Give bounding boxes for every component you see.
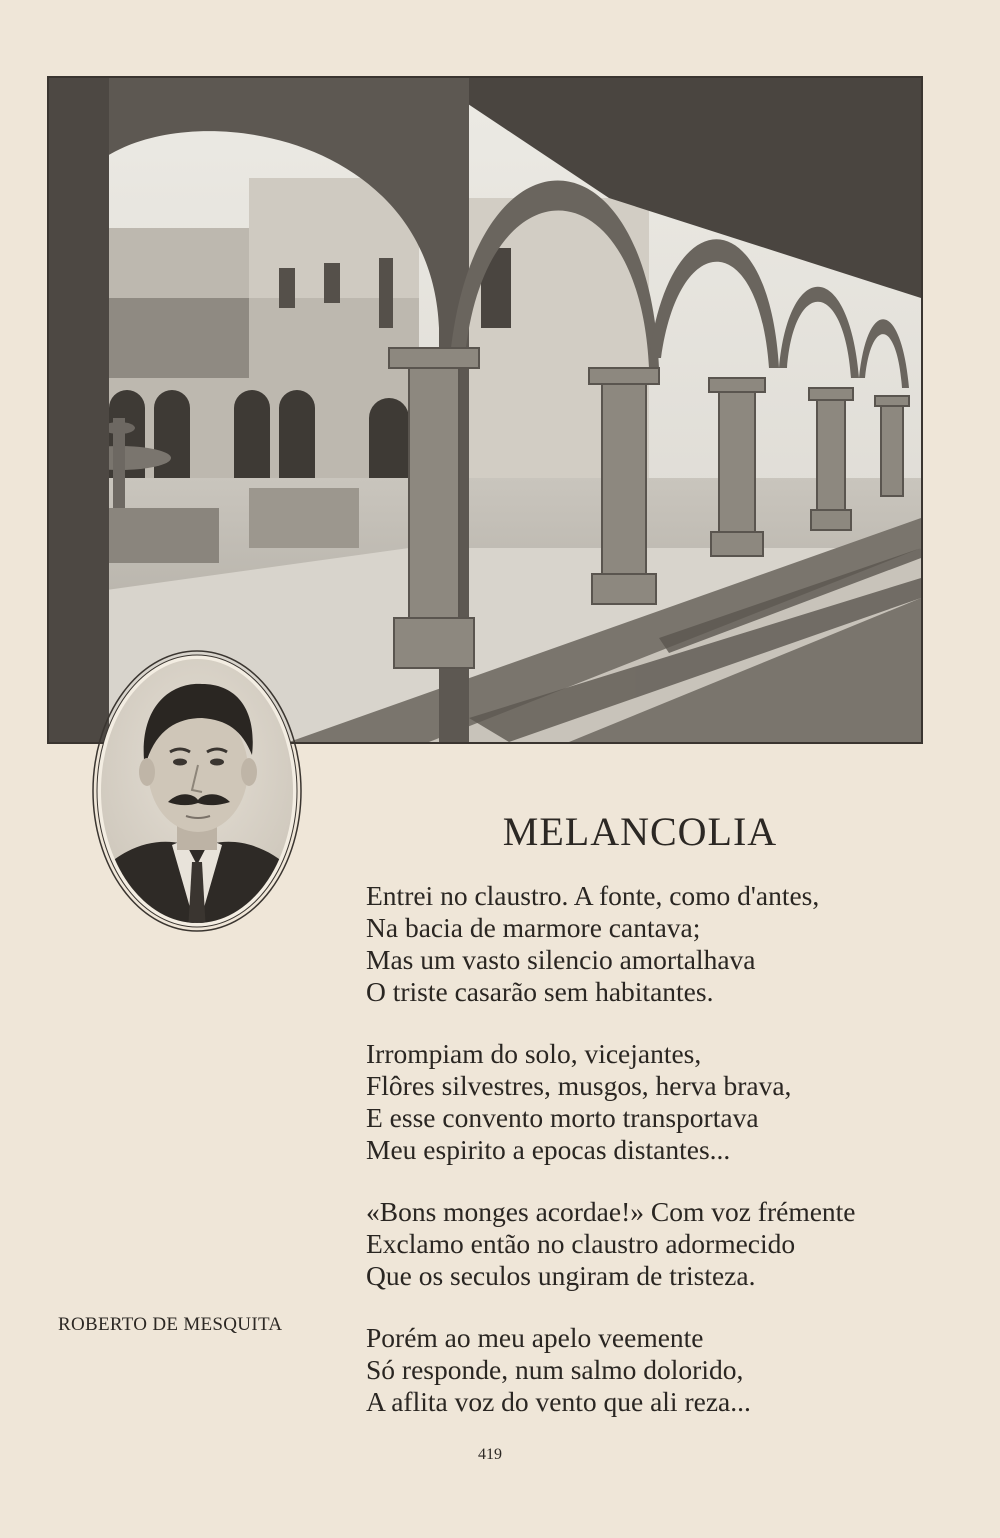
poem-title: MELANCOLIA bbox=[502, 809, 778, 854]
poem-line: Meu espirito a epocas distantes... bbox=[366, 1134, 731, 1165]
page-number: 419 bbox=[478, 1446, 502, 1463]
poem-line: Só responde, num salmo dolorido, bbox=[366, 1354, 744, 1385]
poem-line: A aflita voz do vento que ali reza... bbox=[366, 1386, 751, 1417]
poem-line: Exclamo então no claustro adormecido bbox=[366, 1228, 796, 1259]
poem-line: «Bons monges acordae!» Com voz frémente bbox=[366, 1196, 856, 1227]
stanza-4 bbox=[366, 1322, 966, 1418]
poem-line: O triste casarão sem habitantes. bbox=[366, 976, 714, 1007]
poem-line: Flôres silvestres, musgos, herva brava, bbox=[366, 1070, 792, 1101]
poem-line: Que os seculos ungiram de tristeza. bbox=[366, 1260, 756, 1291]
poem-line: Mas um vasto silencio amortalhava bbox=[366, 944, 756, 975]
author-portrait bbox=[92, 650, 302, 932]
author-name: ROBERTO DE MESQUITA bbox=[58, 1314, 283, 1335]
cloister-photo bbox=[47, 76, 923, 744]
poem-line: E esse convento morto transportava bbox=[366, 1102, 759, 1133]
poem-line: Na bacia de marmore cantava; bbox=[366, 912, 701, 943]
stanza-1 bbox=[366, 880, 966, 1008]
poem-line: Irrompiam do solo, vicejantes, bbox=[366, 1038, 702, 1069]
stanza-2 bbox=[366, 1038, 966, 1166]
stanza-3 bbox=[366, 1196, 966, 1292]
poem-line: Entrei no claustro. A fonte, como d'antes, bbox=[366, 880, 820, 911]
poem-body bbox=[366, 880, 966, 1448]
poem-line: Porém ao meu apelo veemente bbox=[366, 1322, 704, 1353]
